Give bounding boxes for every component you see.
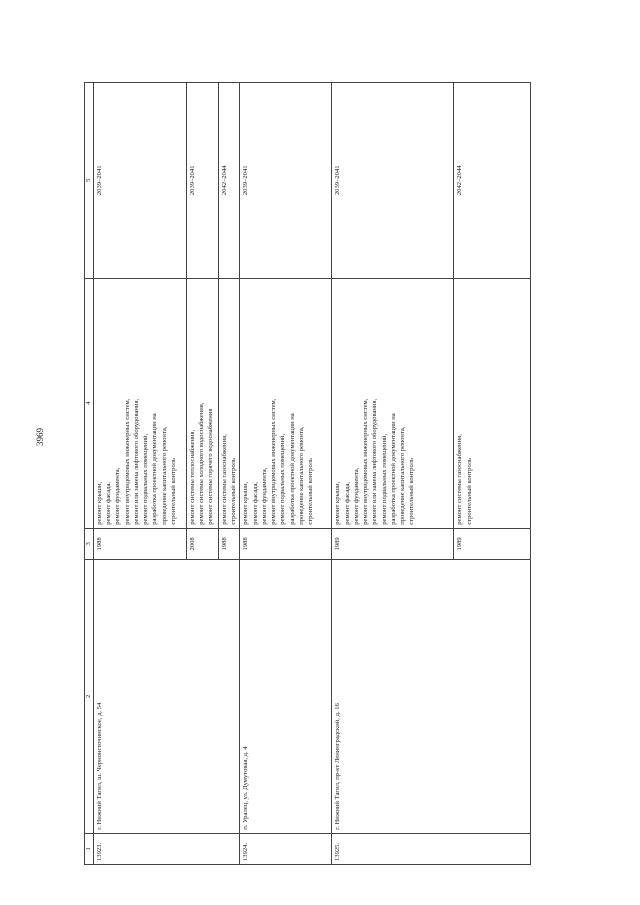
table-row (240, 83, 332, 865)
year-cell: 1988 (240, 528, 332, 559)
work-item: ремонт крыши, (96, 481, 103, 525)
page-number: 3969 (35, 428, 45, 446)
header-col-5: 5 (85, 83, 94, 279)
work-item: разработка проектной документации на (389, 413, 397, 525)
year-cell: 1988 (219, 528, 240, 559)
work-item: ремонт или замена лифтового оборудования, (371, 398, 379, 525)
period-cell: 2039–2041 (187, 83, 219, 279)
header-col-3: 3 (85, 528, 94, 559)
work-item: ремонт системы газоснабжения, (221, 434, 228, 525)
work-item: ремонт или замена лифтового оборудования, (132, 398, 140, 525)
work-item: ремонт системы горячего водоснабжения (207, 408, 215, 525)
works-cell (219, 278, 240, 528)
header-col-1: 1 (85, 833, 94, 864)
work-item: строительный контроль (465, 458, 473, 525)
work-item: проведение капитального ремонта, (297, 426, 305, 525)
table-body (94, 83, 531, 865)
work-item: ремонт крыши, (242, 481, 250, 525)
work-item: ремонт крыши, (334, 481, 342, 525)
year-cell: 1989 (454, 528, 531, 559)
period-cell: 2039–2041 (332, 83, 454, 279)
repair-schedule-table (84, 82, 531, 865)
work-item: ремонт подвальных помещений, (142, 433, 150, 525)
period-cell: 2042–2044 (454, 83, 531, 279)
work-item: ремонт подвальных помещений, (279, 433, 287, 525)
work-item: строительный контроль (169, 458, 177, 525)
work-item: ремонт подвальных помещений, (380, 433, 388, 525)
work-item: ремонт фасада, (343, 481, 351, 525)
work-item: ремонт внутридомовых инженерных систем, (123, 398, 131, 525)
works-cell (187, 278, 219, 528)
work-item: строительный контроль (230, 458, 238, 525)
works-cell (240, 278, 332, 528)
period-cell: 2042–2044 (219, 83, 240, 279)
work-item: ремонт системы холодного водоснабжения, (198, 402, 206, 525)
rotated-table-container (84, 82, 530, 865)
item-number-cell: 13924. (240, 833, 332, 864)
work-item: ремонт фундамента, (352, 467, 360, 525)
work-item: ремонт внутридомовых инженерных систем, (270, 398, 278, 525)
work-item: разработка проектной документации на (288, 413, 296, 525)
table-row (94, 83, 187, 865)
table-row (332, 83, 454, 865)
address-cell: г. Нижний Тагил, ш. Черноисточинское, д. 54 (94, 560, 240, 834)
work-item: проведение капитального ремонта, (398, 426, 406, 525)
address-cell: п. Уралец, ул. Думутовая, д. 4 (240, 560, 332, 834)
year-cell: 2008 (187, 528, 219, 559)
work-item: ремонт системы теплоснабжения, (189, 429, 196, 525)
work-item: ремонт системы газоснабжения, (456, 434, 464, 525)
item-number-cell: 13923. (94, 833, 240, 864)
year-cell: 1989 (332, 528, 454, 559)
work-item: ремонт внутридомовых инженерных систем, (362, 398, 370, 525)
period-cell: 2039–2041 (94, 83, 187, 279)
work-item: строительный контроль (408, 458, 416, 525)
works-cell (454, 278, 531, 528)
work-item: ремонт фасада, (251, 481, 259, 525)
header-col-4: 4 (85, 278, 94, 528)
work-item: ремонт фасада, (105, 481, 113, 525)
work-item: разработка проектной документации на (151, 413, 159, 525)
work-item: проведение капитального ремонта, (160, 426, 168, 525)
item-number-cell: 13925. (332, 833, 531, 864)
year-cell: 1988 (94, 528, 187, 559)
header-col-2: 2 (85, 560, 94, 834)
address-cell: г. Нижний Тагил, пр-кт Ленинградский, д. 16 (332, 560, 531, 834)
works-cell (94, 278, 187, 528)
header-row (85, 83, 94, 865)
work-item: ремонт фундамента, (114, 467, 122, 525)
period-cell: 2039–2041 (240, 83, 332, 279)
works-cell (332, 278, 454, 528)
work-item: строительный контроль (306, 458, 314, 525)
work-item: ремонт фундамента, (260, 467, 268, 525)
